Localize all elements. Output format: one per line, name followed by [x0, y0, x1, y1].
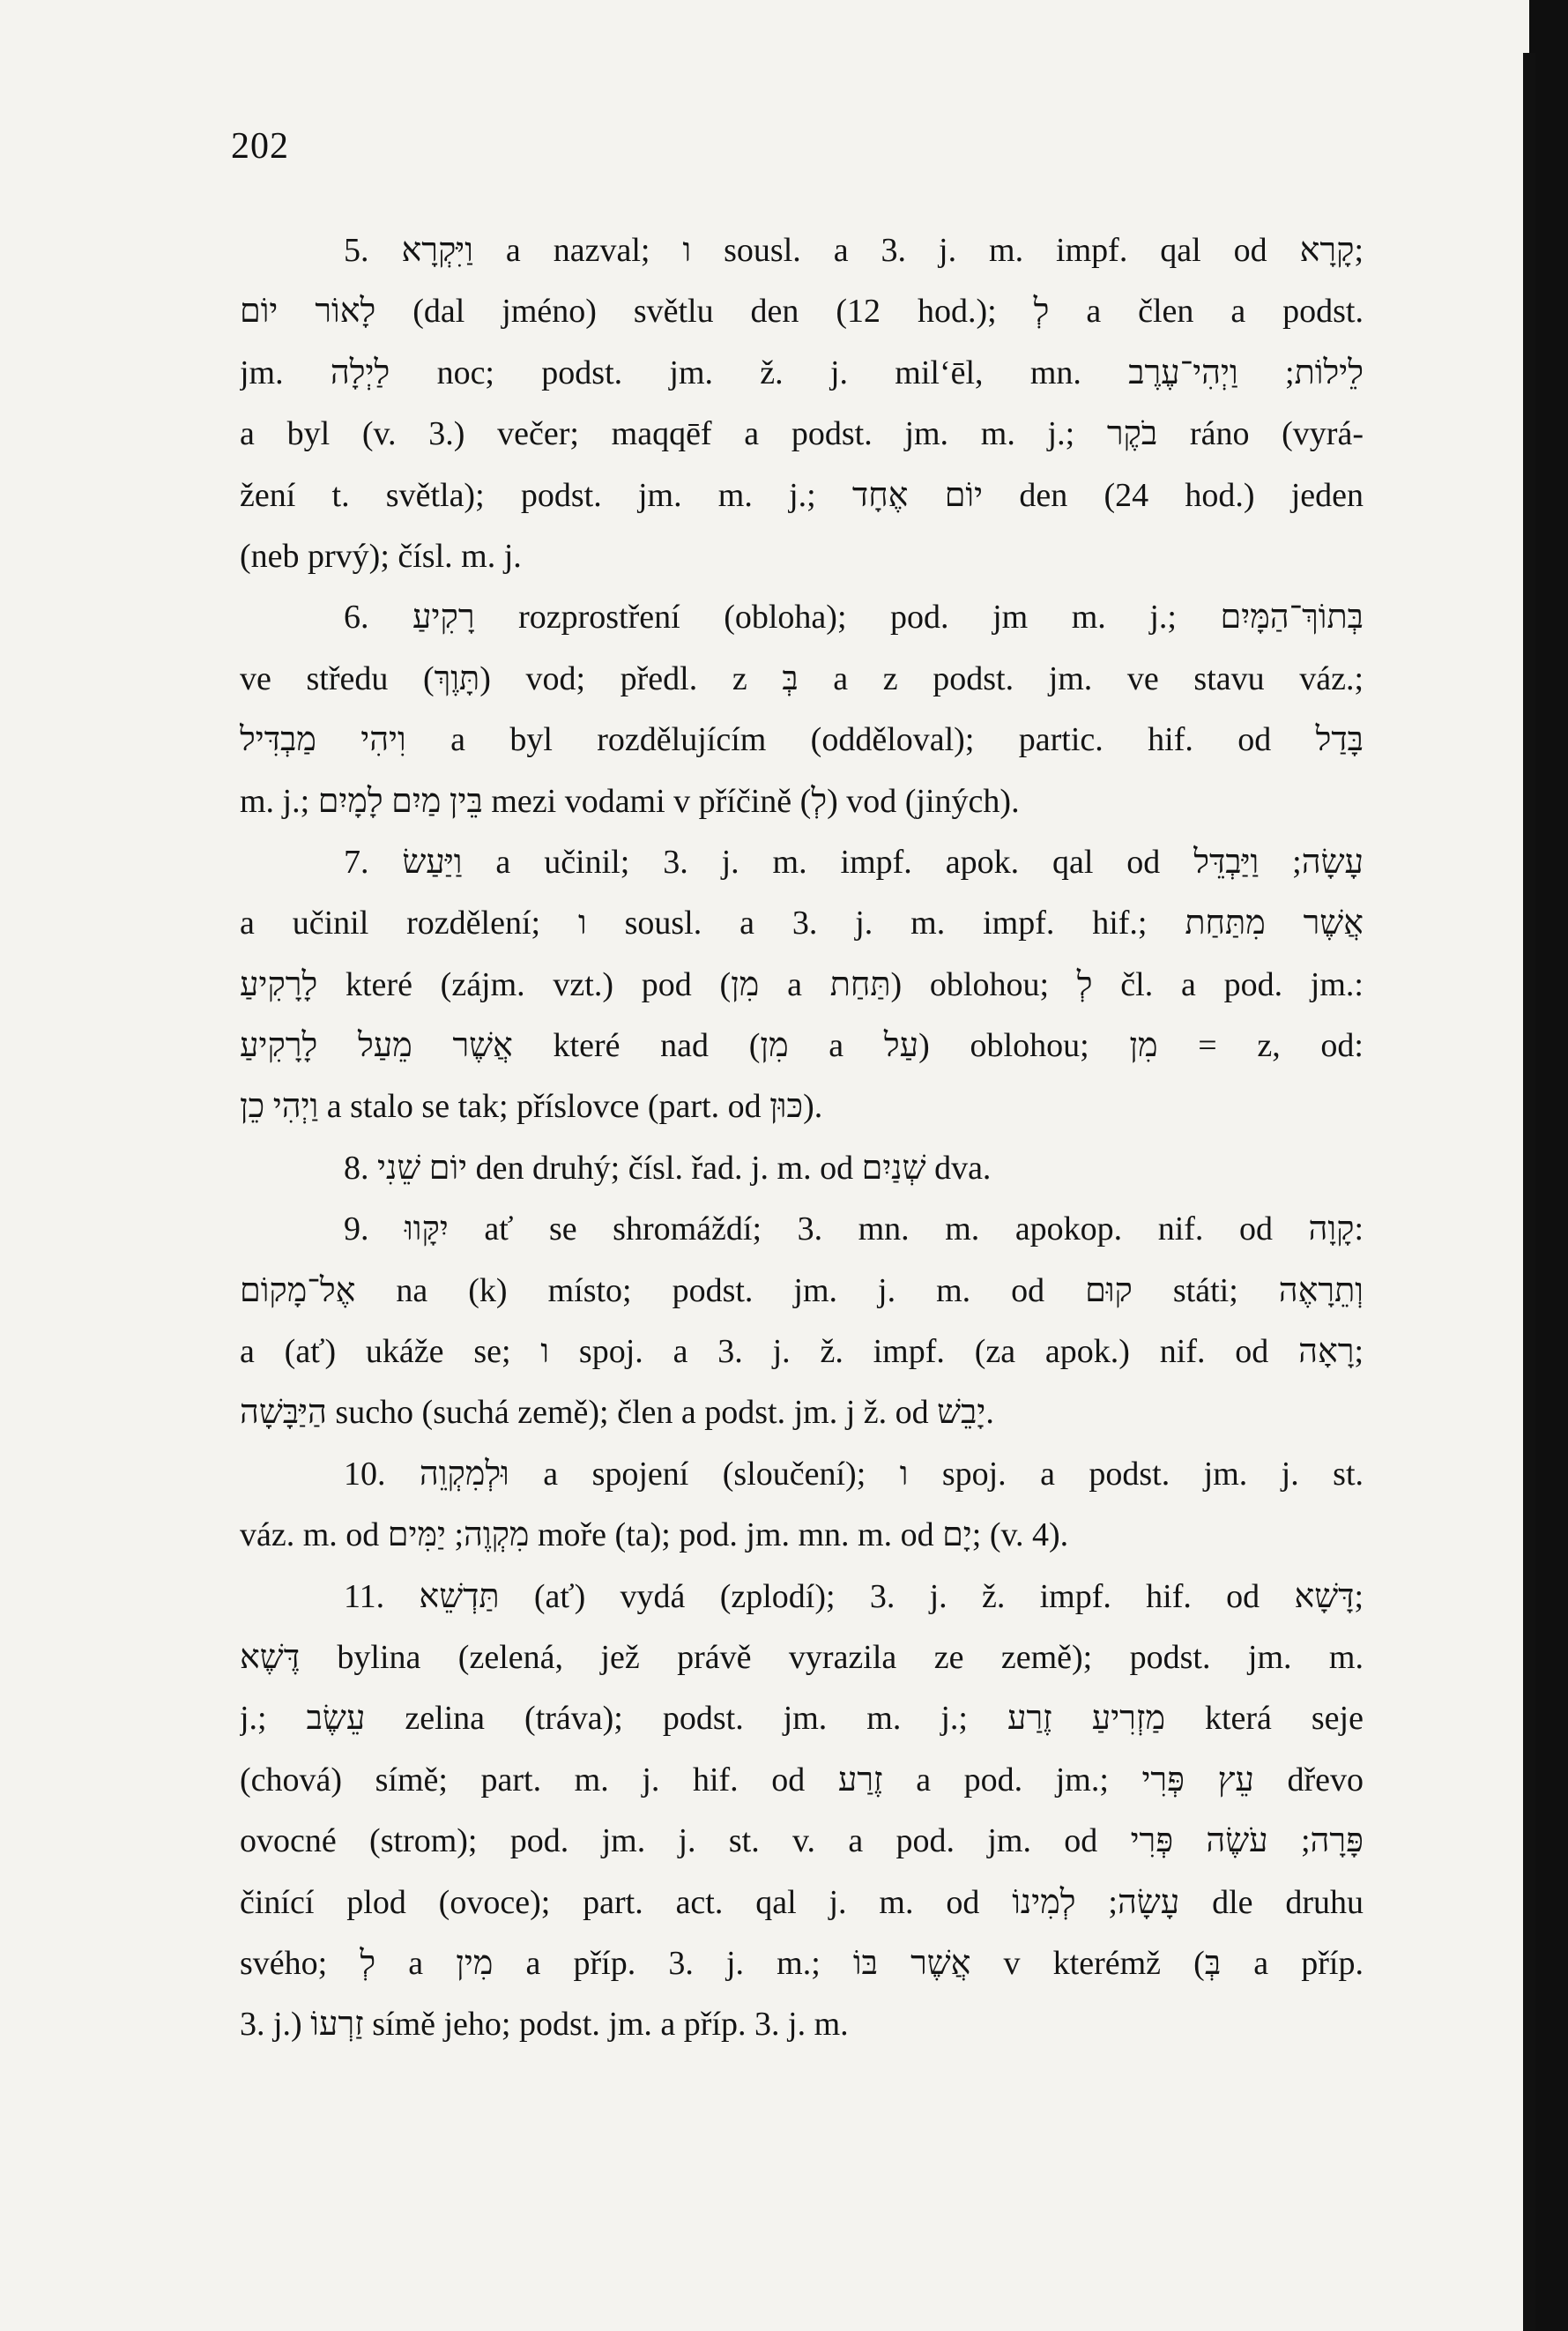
- text-line: 9. יִקָּווּ ať se shromáždí; 3. mn. m. apokop. nif. od קָוָה:: [344, 1210, 1364, 1248]
- text-line: (chová) símě; part. m. j. hif. od זֶרַע a pod. jm.; עֵץ פְּרִי dřevo: [240, 1761, 1364, 1799]
- text-line: a (ať) ukáže se; ו spoj. a 3. j. ž. impf. (za apok.) nif. od רָאָה;: [240, 1333, 1364, 1371]
- text-line: (neb prvý); čísl. m. j.: [240, 537, 522, 575]
- text-line: svého; לְ a מִין a příp. 3. j. m.; אֲשֶׁר בּוֹ v kterémž (בְּ a příp.: [240, 1944, 1364, 1982]
- text-line: וִיהִי מַבְדִּיל a byl rozdělujícím (odděloval); partic. hif. od בָּדַל: [240, 721, 1364, 759]
- text-line: 3. j.) זַרְעוֹ símě jeho; podst. jm. a příp. 3. j. m.: [240, 2006, 849, 2044]
- text-line: váz. m. od מִקְוֶה; יַמִּים moře (ta); pod. jm. mn. m. od יָם; (v. 4).: [240, 1516, 1069, 1554]
- page-number: 202: [231, 126, 289, 167]
- text-line: ovocné (strom); pod. jm. j. st. v. a pod. jm. od פָּרָה; עֹשֶׂה פְּרִי: [240, 1822, 1364, 1860]
- text-line: 6. רָקִיעַ rozprostření (obloha); pod. jm m. j.; בְּתוֹךְ־הַמָּיִם: [344, 599, 1364, 637]
- text-line: וַיְהִי כֵן a stalo se tak; příslovce (part. od כּוּן).: [240, 1088, 823, 1126]
- text-line: a učinil rozdělení; ו sousl. a 3. j. m. impf. hif.; אֲשֶׁר מִתַּחַת: [240, 905, 1364, 942]
- text-line: אֶל־מָקוֹם na (k) místo; podst. jm. j. m. od קוּם státi; וְתֵרָאֶה: [240, 1271, 1364, 1309]
- text-line: m. j.; בֵּין מַיִם לָמָיִם mezi vodami v příčině (לְ) vod (jiných).: [240, 782, 1020, 820]
- text-line: דֶּשֶׁא bylina (zelená, jež právě vyrazila ze země); podst. jm. m.: [240, 1638, 1364, 1676]
- text-line: 8. יוֹם שֵׁנִי den druhý; čísl. řad. j. m. od שְׁנַיִם dva.: [344, 1149, 992, 1187]
- text-line: 7. וַיַּעַשׂ a učinil; 3. j. m. impf. apok. qal od עָשָׂה; וַיַּבְדֵּל: [344, 843, 1364, 881]
- text-line: לָאוֹר יוֹם (dal jméno) světlu den (12 hod.); לְ a člen a podst.: [240, 293, 1364, 331]
- text-line: jm. לַיְלָה noc; podst. jm. ž. j. milʻēl, mn. לֵילוֹת; וַיְהִי־עֶרֶב: [240, 354, 1364, 391]
- text-line: 5. וַיִּקְרָא a nazval; ו sousl. a 3. j. m. impf. qal od קָרָא;: [344, 232, 1364, 269]
- book-spine: [1523, 53, 1535, 2331]
- text-line: לָרָקִיעַ které (zájm. vzt.) pod (מִן a תַּחַת) oblohou; לְ čl. a pod. jm.:: [240, 965, 1364, 1003]
- text-line: žení t. světla); podst. jm. m. j.; יוֹם אֶחָד den (24 hod.) jeden: [240, 476, 1364, 514]
- text-line: činící plod (ovoce); part. act. qal j. m. od עָשָׂה; לְמִינוֹ dle druhu: [240, 1883, 1364, 1921]
- text-line: 10. וּלְמִקְוֵה a spojení (sloučení); ו spoj. a podst. jm. j. st.: [344, 1455, 1364, 1493]
- text-line: 11. תַּדְשֵׁא (ať) vydá (zplodí); 3. j. ž. impf. hif. od דָּשָׁא;: [344, 1577, 1364, 1615]
- page-text-body: [240, 220, 1364, 2056]
- text-line: ve středu (תָּוֶךְ) vod; předl. z בְּ a z podst. jm. ve stavu váz.;: [240, 659, 1364, 697]
- text-line: a byl (v. 3.) večer; maqqēf a podst. jm. m. j.; בֹקֶר ráno (vyrá-: [240, 415, 1364, 453]
- text-line: הַיַּבָּשָׁה sucho (suchá země); člen a podst. jm. j ž. od יָבֵשׁ.: [240, 1394, 994, 1432]
- text-line: j.; עֵשֶׂב zelina (tráva); podst. jm. m. j.; מַזְרִיעַ זֶרַע která seje: [240, 1700, 1364, 1738]
- text-line: אֲשֶׁר מֵעַל לָרָקִיעַ které nad (מִן a עַל) oblohou; מִן = z, od:: [240, 1027, 1364, 1065]
